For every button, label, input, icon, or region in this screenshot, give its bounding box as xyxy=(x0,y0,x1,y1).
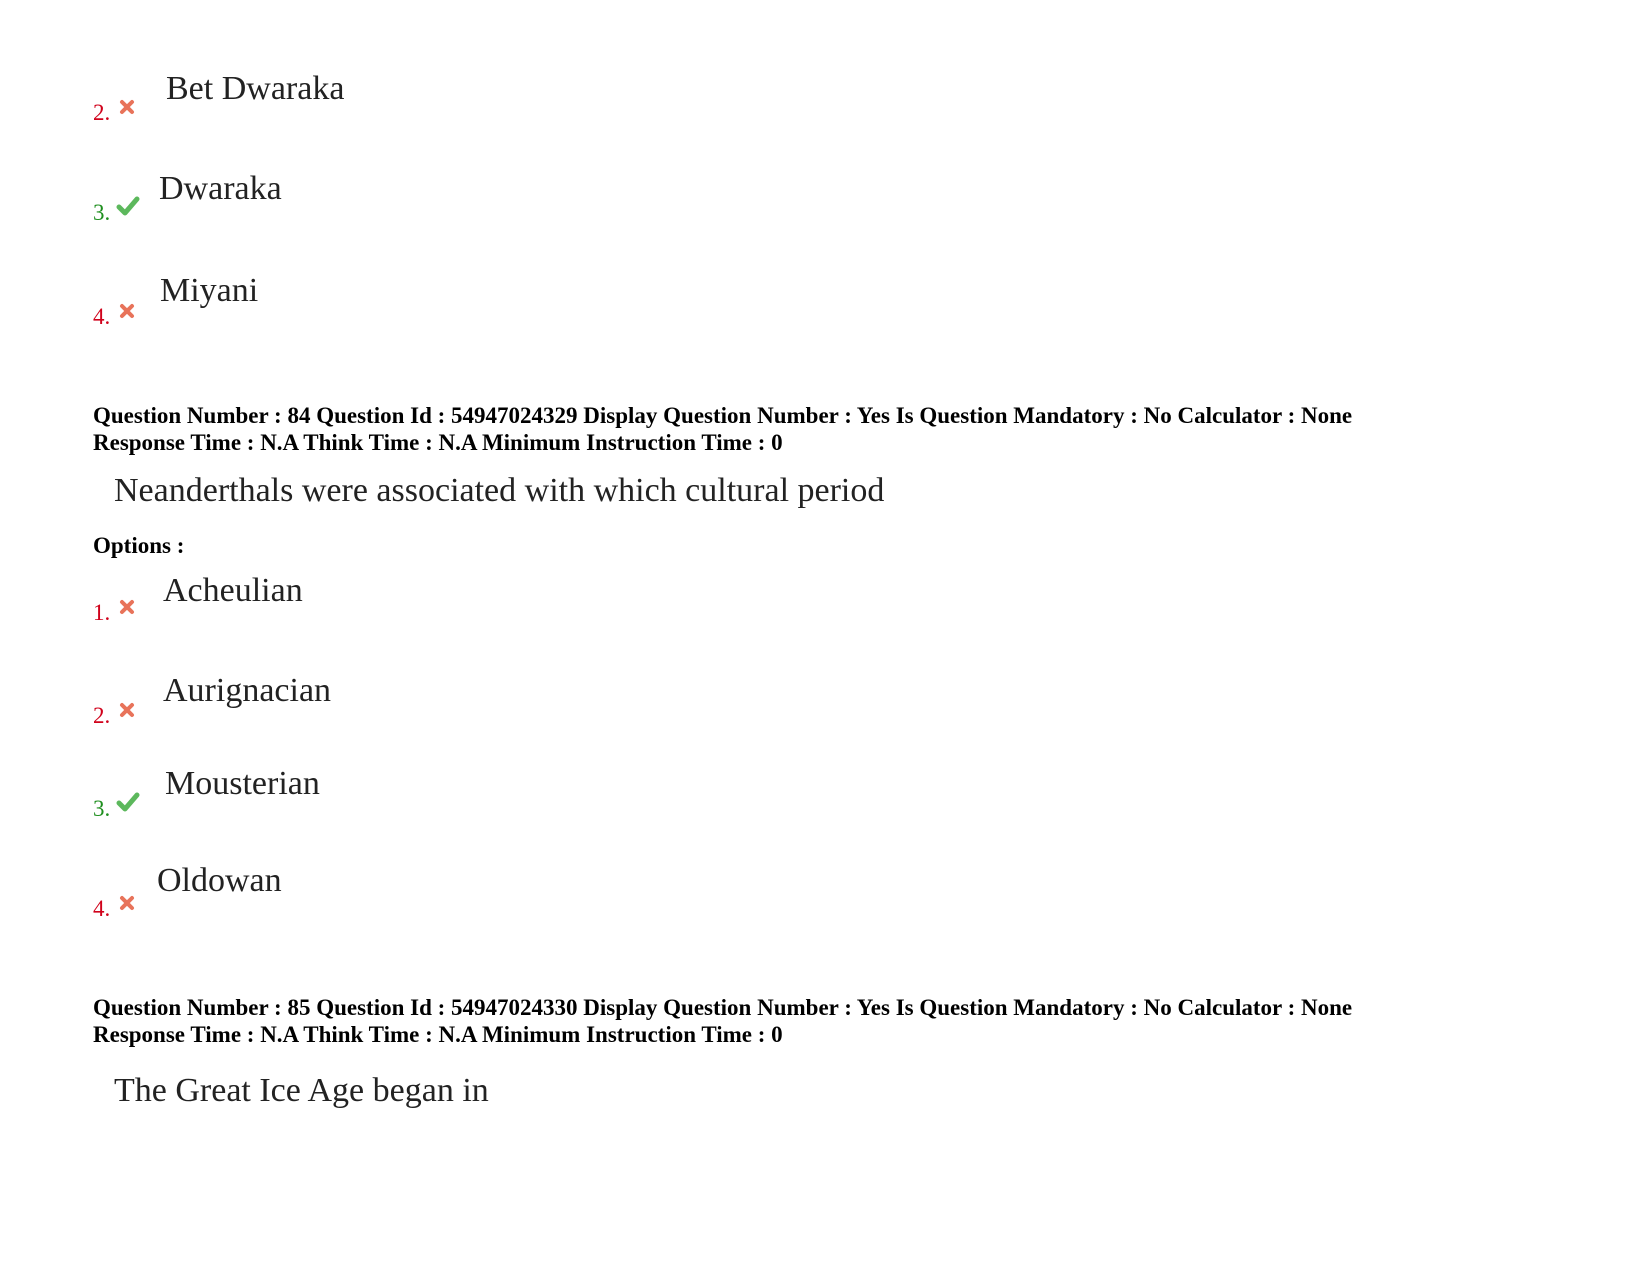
option-number: 2. xyxy=(93,703,111,728)
option-text: Aurignacian xyxy=(163,672,332,709)
option-number: 3. xyxy=(93,796,111,821)
option-text: Dwaraka xyxy=(159,170,282,207)
question-meta-line1: Question Number : 84 Question Id : 54947024329 Display Question Number : Yes Is Question Mandatory : No Calculator : None xyxy=(93,403,1353,428)
question-meta-line2: Response Time : N.A Think Time : N.A Minimum Instruction Time : 0 xyxy=(93,430,783,455)
cross-icon xyxy=(119,702,135,718)
option-number: 2. xyxy=(93,100,111,125)
option-text: Mousterian xyxy=(165,765,320,802)
option-number: 3. xyxy=(93,200,111,225)
option-text: Acheulian xyxy=(163,572,303,609)
check-icon xyxy=(116,196,140,216)
option-number: 4. xyxy=(93,896,111,921)
option-number: 1. xyxy=(93,600,111,625)
option-text: Miyani xyxy=(160,272,259,309)
question-text: Neanderthals were associated with which cultural period xyxy=(114,472,885,509)
cross-icon xyxy=(119,599,135,615)
cross-icon xyxy=(119,99,135,115)
cross-icon xyxy=(119,303,135,319)
option-text: Oldowan xyxy=(157,862,282,899)
cross-icon xyxy=(119,895,135,911)
check-icon xyxy=(116,792,140,812)
options-label: Options : xyxy=(93,533,185,558)
option-number: 4. xyxy=(93,304,111,329)
option-text: Bet Dwaraka xyxy=(166,70,345,107)
question-meta-line1: Question Number : 85 Question Id : 54947024330 Display Question Number : Yes Is Question Mandatory : No Calculator : None xyxy=(93,995,1353,1020)
question-text: The Great Ice Age began in xyxy=(114,1072,489,1109)
question-meta-line2: Response Time : N.A Think Time : N.A Minimum Instruction Time : 0 xyxy=(93,1022,783,1047)
